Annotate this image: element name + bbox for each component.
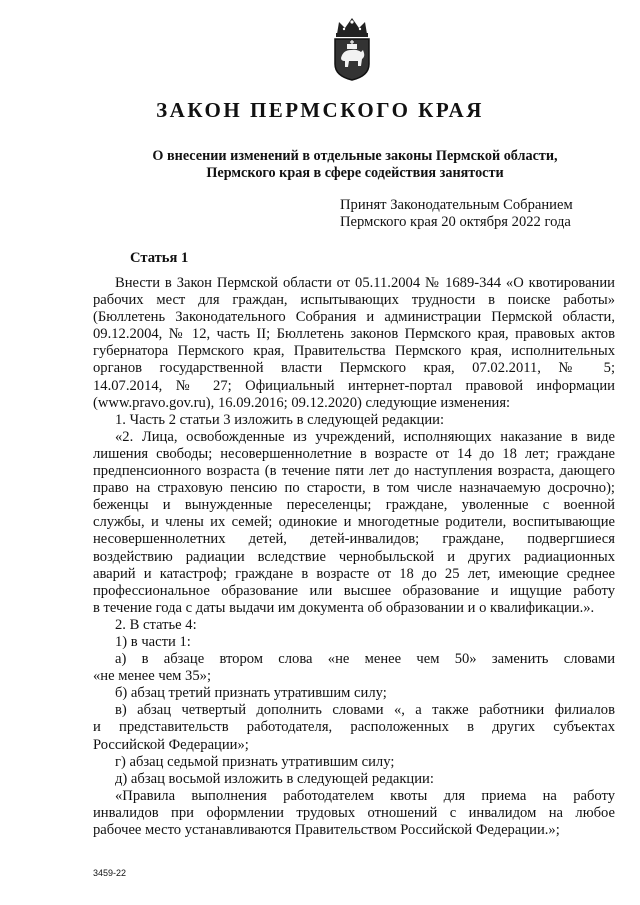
adoption-note-line: Пермского края 20 октября 2022 года [340, 214, 571, 230]
article-text-line: органов государственной власти Пермского края, 07.02.2011, № 5; [93, 360, 615, 377]
law-subtitle-line: О внесении изменений в отдельные законы Пермской области, [152, 148, 558, 164]
article-text-line: г) абзац седьмой признать утратившим силу; [115, 753, 395, 770]
article-text-line: лишения свободы; несовершеннолетние в возрасте от 14 до 18 лет; граждане [93, 445, 615, 462]
adoption-note-line: Принят Законодательным Собранием [340, 197, 573, 213]
article-text-line: «2. Лица, освобожденные из учреждений, исполняющих наказание в виде [115, 428, 615, 445]
law-subtitle-line: Пермского края в сфере содействия занятости [206, 165, 504, 181]
article-text-line: службы, и члены их семей; одинокие и многодетные родители, воспитывающие [93, 514, 615, 531]
article-text-line: губернатора Пермского края, Правительства Пермского края, исполнительных [93, 343, 615, 360]
adoption-note [340, 197, 573, 231]
article-text-line: беженцы и вынужденные переселенцы; граждане, уволенные с военной [93, 497, 615, 514]
article-text-line: рабочее место устанавливаются Правительством Российской Федерации.»; [93, 822, 560, 838]
article-text-line: в) абзац четвертый дополнить словами «, а также работники филиалов [115, 702, 615, 719]
coat-of-arms-icon [327, 16, 377, 82]
article-heading: Статья 1 [130, 250, 189, 266]
article-text-line: аварий и катастроф; граждане в возрасте от 18 до 25 лет, имеющие среднее [93, 565, 615, 582]
article-text-line: профессиональное образование или высшее образование и ищущие работу [93, 582, 615, 599]
article-text-line: 2. В статье 4: [115, 616, 197, 633]
article-text-line: 1) в части 1: [115, 633, 191, 650]
article-text-line: 09.12.2004, № 12, часть II; Бюллетень законов Пермского края, правовых актов [93, 326, 615, 343]
article-text-line: Внести в Закон Пермской области от 05.11.2004 № 1689-344 «О квотировании [115, 275, 615, 291]
article-text-line: рабочих мест для граждан, испытывающих трудности в поиске работы» [93, 292, 615, 309]
article-text-line: «не менее чем 35»; [93, 668, 212, 685]
article-text-line: б) абзац третий признать утратившим силу; [115, 685, 387, 702]
article-text-line: Российской Федерации»; [93, 736, 249, 753]
article-text-line: д) абзац восьмой изложить в следующей редакции: [115, 770, 434, 787]
article-text-line: 14.07.2014, № 27; Официальный интернет-портал правовой информации [93, 377, 615, 394]
article-text-line: (www.pravo.gov.ru), 16.09.2016; 09.12.2020) следующие изменения: [93, 394, 511, 411]
article-text-line: воздействию радиации вследствие чернобыльской и других радиационных [93, 548, 615, 565]
article-text-line: несовершеннолетних детей, детей-инвалидов; граждане, подвергшиеся [93, 531, 615, 548]
article-text-line: право на страховую пенсию по старости, в том числе назначаемую досрочно); [93, 480, 615, 497]
law-subtitle [100, 148, 610, 182]
article-text-line: «Правила выполнения работодателем квоты для приема на работу [115, 787, 615, 804]
document-code: 3459-22 [93, 868, 127, 878]
article-text-line: 1. Часть 2 статьи 3 изложить в следующей редакции: [115, 411, 445, 428]
article-text-line: в течение года с даты выдачи им документа об образовании и о квалификации.». [93, 599, 595, 616]
article-body [93, 275, 615, 839]
article-text-line: и представительств работодателя, расположенных в других субъектах [93, 719, 615, 736]
article-text-line: предпенсионного возраста (в течение пяти лет до наступления возраста, дающего [93, 463, 615, 480]
law-title: ЗАКОН ПЕРМСКОГО КРАЯ [156, 98, 484, 122]
article-text-line: (Бюллетень Законодательного Собрания и администрации Пермской области, [93, 309, 615, 326]
article-text-line: а) в абзаце втором слова «не менее чем 50» заменить словами [115, 651, 615, 668]
article-text-line: инвалидов при оформлении трудовых отношений с инвалидом на любое [93, 804, 615, 821]
